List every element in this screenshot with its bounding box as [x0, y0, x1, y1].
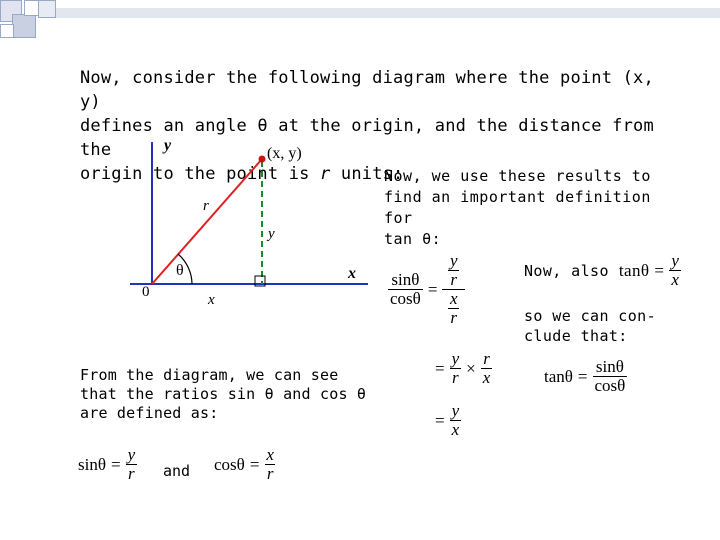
fraction-denominator: x [451, 420, 460, 439]
hypotenuse-label: r [203, 198, 209, 214]
fraction [593, 358, 628, 395]
note-line: find an important definition for [384, 188, 651, 227]
fraction-denominator: x [482, 368, 491, 387]
cos-definition [214, 446, 276, 483]
fraction-numerator: y [671, 251, 680, 270]
tan-label: tanθ [618, 260, 650, 280]
fraction [669, 252, 681, 289]
fraction-denominator: r [266, 464, 274, 483]
hypotenuse-line [152, 159, 262, 284]
fraction-numerator: x [449, 289, 458, 308]
fraction-numerator: sinθ [391, 270, 420, 289]
fraction [450, 350, 462, 387]
fraction-denominator: cosθ [390, 289, 421, 308]
horizontal-label: x [208, 292, 215, 308]
equals-sign: = [577, 366, 588, 386]
unit-diagram [130, 134, 375, 314]
note-line: so we can con- [524, 307, 657, 325]
compound-numerator [444, 252, 464, 289]
angle-label: θ [176, 262, 184, 279]
fraction-numerator: sinθ [595, 357, 624, 376]
now-also-text: Now, also [524, 261, 609, 280]
decor-square [38, 0, 56, 18]
intro-text: units: [330, 164, 404, 184]
note-line: tan θ: [384, 230, 442, 248]
equals-sign: = [435, 358, 445, 378]
point-label: (x, y) [267, 145, 302, 162]
header-bar [56, 8, 720, 18]
tan-intro-note [384, 166, 664, 250]
fraction [450, 402, 462, 439]
fraction-numerator: y [451, 349, 460, 368]
intro-text: origin to the point is [80, 164, 321, 184]
y-axis-label: y [164, 137, 172, 154]
equals-sign: = [249, 454, 260, 474]
sin-label: sinθ [78, 454, 106, 474]
fraction-denominator: cosθ [594, 376, 626, 395]
fraction-numerator: r [483, 349, 490, 368]
fraction [126, 446, 138, 483]
fraction-numerator: y [449, 251, 458, 270]
intro-line: defines an angle θ at the origin, and the distance from the [80, 116, 654, 160]
times-sign: × [466, 358, 476, 378]
fraction-numerator: y [127, 445, 136, 464]
note-line: clude that: [524, 327, 628, 345]
decor-square [12, 14, 36, 38]
paragraph-line: are defined as: [80, 404, 219, 422]
conclude-note [524, 306, 684, 346]
paragraph-line: that the ratios sin θ and cos θ [80, 385, 367, 403]
tan-conclusion-formula [544, 358, 627, 395]
fraction [264, 446, 276, 483]
derivation-step-2 [430, 350, 492, 387]
note-line: Now, we use these results to [384, 167, 651, 185]
equals-sign: = [110, 454, 121, 474]
and-text: and [163, 462, 191, 480]
fraction-denominator: r [452, 368, 459, 387]
cos-label: cosθ [214, 454, 245, 474]
fraction-denominator: r [450, 270, 458, 289]
fraction-numerator: y [451, 401, 460, 420]
sin-over-cos [388, 271, 423, 308]
fraction-denominator: r [128, 464, 135, 483]
point-marker [259, 156, 266, 163]
decor-square [0, 24, 14, 38]
equals-sign: = [427, 279, 438, 299]
derivation-step-3 [430, 402, 461, 439]
now-also-line [524, 252, 681, 289]
origin-label: 0 [142, 284, 150, 300]
intro-line: Now, consider the following diagram where the point (x, y) [80, 68, 654, 112]
equals-sign: = [435, 410, 445, 430]
x-axis-label: x [348, 265, 356, 282]
ratios-paragraph [80, 366, 370, 423]
sin-definition [78, 446, 137, 483]
tan-label: tanθ [544, 366, 573, 386]
fraction-numerator: x [266, 445, 274, 464]
equals-sign: = [654, 260, 665, 280]
tan-y-over-x [619, 252, 681, 289]
intro-r: r [320, 164, 331, 184]
derivation-step-1 [388, 252, 465, 327]
fraction [481, 350, 493, 387]
compound-fraction [442, 252, 465, 327]
fraction-denominator: x [671, 270, 680, 289]
vertical-label: y [268, 226, 275, 242]
compound-denominator [442, 289, 465, 327]
fraction-denominator: r [450, 308, 458, 327]
paragraph-line: From the diagram, we can see [80, 366, 339, 384]
